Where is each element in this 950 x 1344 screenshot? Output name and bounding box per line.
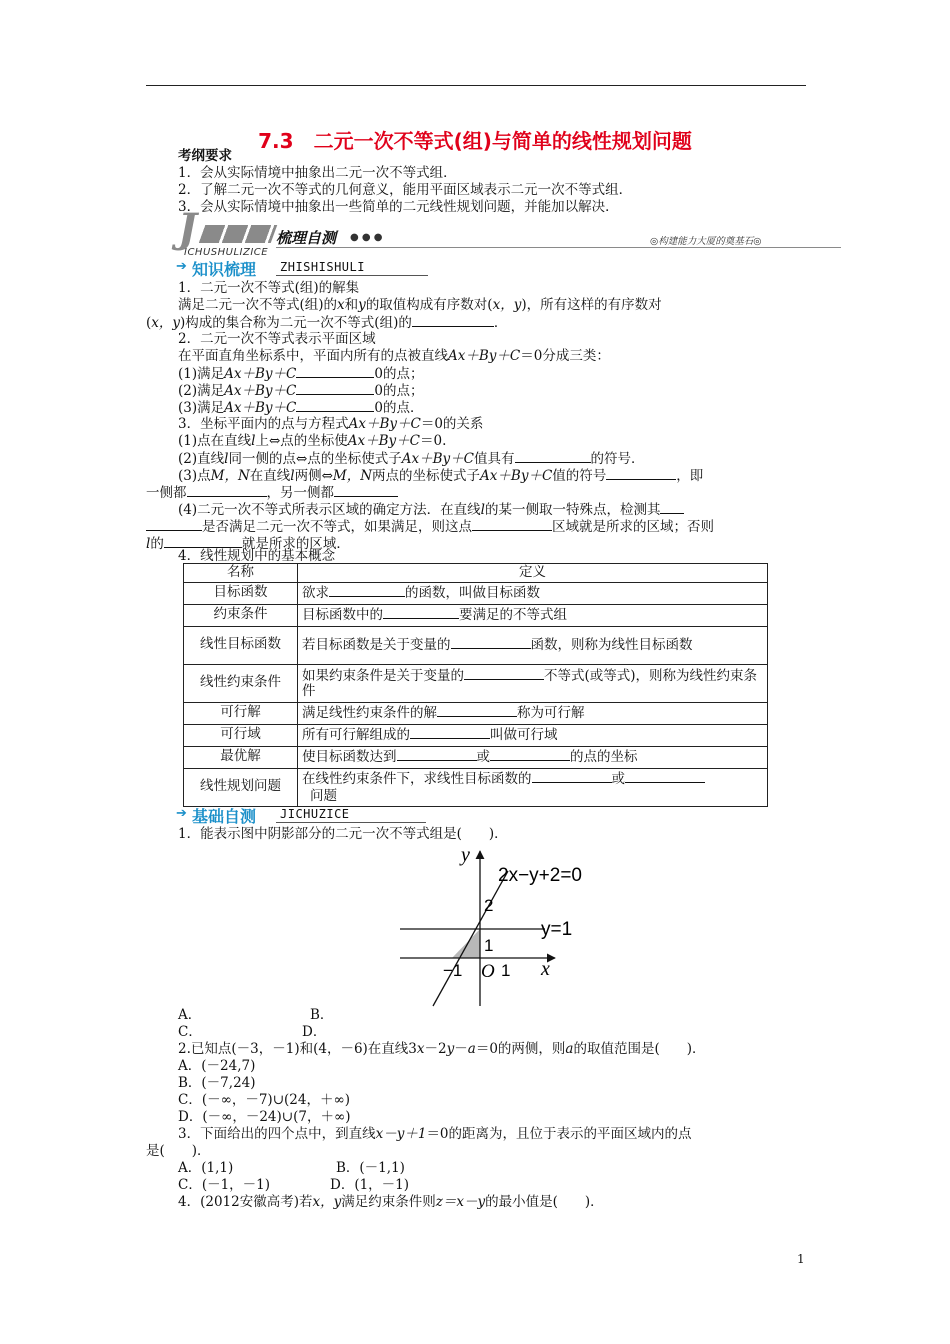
outline-item-1: 1．会从实际情境中抽象出二元一次不等式组． xyxy=(178,165,457,181)
s3-l4-blank-1 xyxy=(660,501,684,514)
table-cell-def xyxy=(298,724,768,746)
s2-item-1 xyxy=(178,365,423,383)
table-cell-name: 线性规划问题 xyxy=(184,768,298,806)
arrow-icon: ➔ xyxy=(176,259,187,274)
banner-label: 梳理自测 xyxy=(276,229,337,247)
s2-title: 2．二元一次不等式表示平面区域 xyxy=(178,331,376,347)
table-cell-def xyxy=(298,702,768,724)
s2-intro-text: 在平面直角坐标系中，平面内所有的点被直线 xyxy=(178,348,448,364)
graph-line1-label: 2x−y+2=0 xyxy=(498,865,582,886)
def-blank xyxy=(451,636,531,649)
table-row xyxy=(184,626,768,664)
s3-l3-c: 两侧⇔ xyxy=(294,468,333,484)
s3-l2-blank xyxy=(515,450,591,463)
s1-text-and: 和 xyxy=(344,297,359,313)
line-2x-y-2 xyxy=(433,871,511,1006)
knowledge-pinyin: ZHISHISHULI xyxy=(280,260,365,274)
def-text-a: 若目标函数是关于变量的 xyxy=(302,637,451,654)
knowledge-label: 知识梳理 xyxy=(192,260,257,279)
graph-tick-minus1: −1 xyxy=(443,961,463,980)
q2-option-b: B．(－7,24) xyxy=(178,1075,256,1091)
s3-l4-blank-3 xyxy=(472,518,552,531)
basic-underline xyxy=(276,822,426,823)
s3-l4-blank-2 xyxy=(146,518,202,531)
def-blank xyxy=(532,770,612,783)
s1-pair-2: x，y xyxy=(151,315,181,331)
s3-l4-a: (4)二元一次不等式所表示区域的确定方法．在直线 xyxy=(178,502,481,518)
s3-title-expr: Ax＋By＋C xyxy=(348,416,421,432)
q3-stem-b: ＝0的距离为，且位于表示的平面区域内的点 xyxy=(426,1126,692,1142)
def-text-a: 目标函数中的 xyxy=(302,607,383,624)
table-row xyxy=(184,664,768,702)
q3-expr: x－y＋1 xyxy=(375,1126,427,1142)
def-text-a: 在线性约束条件下，求线性目标函数的 xyxy=(302,770,532,787)
page-title: 7.3 二元一次不等式(组)与简单的线性规划问题 xyxy=(258,129,692,153)
q2-stem-c: － xyxy=(454,1041,468,1057)
q2-option-a: A．(－24,7) xyxy=(178,1058,256,1074)
table-cell-name: 最优解 xyxy=(184,746,298,768)
s3-l3-b: 在直线 xyxy=(249,468,291,484)
s3-l2-expr: Ax＋By＋C xyxy=(401,451,475,467)
s2-item-3 xyxy=(178,399,423,417)
def-text-mid: 或 xyxy=(611,770,625,787)
s2-item-1-blank xyxy=(296,365,374,378)
basic-label: 基础自测 xyxy=(192,807,257,826)
def-text-b: 函数，则称为线性目标函数 xyxy=(530,637,693,654)
banner-slogan: ◎构建能力大厦的奠基石◎ xyxy=(650,236,762,247)
s2-item-3-blank xyxy=(296,399,374,412)
def-blank xyxy=(383,606,459,619)
q2-var-y: y xyxy=(446,1041,455,1057)
s3-l3-e: 值的符号 xyxy=(552,468,607,484)
s3-l4-b: 的某一侧取一特殊点，检测其 xyxy=(484,502,661,518)
table-header-def: 定义 xyxy=(298,564,768,583)
table-cell-name: 目标函数 xyxy=(184,582,298,604)
q1-option-b: B． xyxy=(310,1007,334,1023)
page-number: 1 xyxy=(797,1252,805,1266)
s3-l3-expr: Ax＋By＋C xyxy=(480,468,553,484)
banner-logo-letter: J xyxy=(178,205,197,252)
s3-l4-c: 是否满足二元一次不等式，如果满足，则这点 xyxy=(202,519,472,535)
s3-l3-mn: M，N xyxy=(210,468,250,484)
s2-item-1-expr: Ax＋By＋C xyxy=(224,366,297,382)
s1-text-d: )构成的集合称为二元一次不等式(组)的 xyxy=(180,315,412,331)
q3-option-b: B．(－1,1) xyxy=(336,1160,405,1176)
s3-line2 xyxy=(178,450,645,468)
q3-option-a: A．(1,1) xyxy=(178,1160,234,1176)
q2-stem-d: ＝0的两侧，则 xyxy=(475,1041,566,1057)
s3-l3-h: ，另一侧都 xyxy=(266,485,334,501)
q2-var-a-2: a xyxy=(565,1041,574,1057)
banner-dots: ● ● ● xyxy=(350,232,383,243)
s2-expr: Ax＋By＋C xyxy=(448,348,521,364)
s3-l1-b: 上⇔点的坐标使 xyxy=(255,433,348,449)
def-text-mid: 或 xyxy=(476,749,490,766)
s1-text-a: 满足二元一次不等式(组)的 xyxy=(178,297,338,313)
s3-l3-blank-2 xyxy=(187,484,267,497)
s2-item-2-tail: 0的点； xyxy=(374,383,424,399)
s2-item-1-tail: 0的点； xyxy=(374,366,424,382)
q1-option-a: A． xyxy=(178,1007,202,1023)
q2-stem xyxy=(178,1041,706,1058)
def-text-a: 欲求 xyxy=(302,585,329,602)
table-cell-name: 线性约束条件 xyxy=(184,664,298,702)
concept-table xyxy=(183,563,768,807)
knowledge-header xyxy=(176,259,436,279)
def-text-a: 满足线性约束条件的解 xyxy=(302,705,437,722)
table-header-name: 名称 xyxy=(184,564,298,583)
s3-line1 xyxy=(178,433,446,450)
s1-line1 xyxy=(178,297,662,314)
outline-heading: 考纲要求 xyxy=(178,148,232,164)
q4-expr: z＝x－y xyxy=(435,1194,486,1210)
s3-line3 xyxy=(178,467,703,485)
def-text-b: 叫做可行域 xyxy=(490,727,558,744)
q2-stem-a: 2.已知点(－3，－1)和(4，－6)在直线3 xyxy=(178,1041,417,1057)
s1-text-c: )，所有这样的有序数对 xyxy=(521,297,662,313)
def-text-a: 使目标函数达到 xyxy=(302,749,397,766)
def-text-b: 不等式(或等式)，则称为线性约束条件 xyxy=(302,667,758,699)
banner-underline xyxy=(276,247,841,248)
s3-l2-a: (2)直线 xyxy=(178,451,225,467)
s2-intro-end: ＝0分成三类： xyxy=(520,348,610,364)
q2-stem-b: －2 xyxy=(424,1041,447,1057)
table-cell-name: 可行域 xyxy=(184,724,298,746)
graph-tick-2: 2 xyxy=(484,896,494,915)
def-blank-2 xyxy=(490,748,570,761)
basic-header xyxy=(176,806,436,826)
s3-title-a: 3．坐标平面内的点与方程式 xyxy=(178,416,349,432)
s3-title-b: ＝0的关系 xyxy=(420,416,484,432)
s3-l2-c: 值具有 xyxy=(474,451,515,467)
q3-stem-cont: 是( )． xyxy=(146,1143,211,1159)
s1-var-y: y xyxy=(358,297,366,313)
table-row xyxy=(184,768,768,806)
knowledge-underline xyxy=(276,275,428,276)
s3-title xyxy=(178,416,483,433)
s3-l2-b: 同一侧的点⇔点的坐标使式子 xyxy=(228,451,402,467)
table-cell-def xyxy=(298,626,768,664)
outline-item-3: 3．会从实际情境中抽象出一些简单的二元线性规划问题，并能加以解决． xyxy=(178,199,619,215)
def-blank xyxy=(329,584,405,597)
s2-item-3-label: (3)满足 xyxy=(178,400,225,416)
def-text-a: 如果约束条件是关于变量的 xyxy=(302,667,464,684)
s3-l4-e: 就是所求的区域． xyxy=(241,536,350,552)
q1-graph xyxy=(395,843,615,1008)
table-cell-name: 线性目标函数 xyxy=(184,626,298,664)
table-cell-def xyxy=(298,664,768,702)
graph-line2-label: y=1 xyxy=(541,919,573,940)
table-header-row xyxy=(184,564,768,583)
s3-l3-g: 一侧都 xyxy=(146,485,187,501)
table-row xyxy=(184,724,768,746)
s3-l4-l-2: l xyxy=(146,536,151,552)
s2-item-1-label: (1)满足 xyxy=(178,366,225,382)
s1-var-x: x xyxy=(337,297,345,313)
graph-y-label: y xyxy=(461,844,470,866)
def-text-b: 的点的坐标 xyxy=(570,749,638,766)
banner-logo-bars xyxy=(199,225,278,243)
top-rule xyxy=(146,85,806,86)
s1-text-e: ． xyxy=(493,315,508,331)
table-cell-def xyxy=(298,604,768,626)
table-row xyxy=(184,702,768,724)
s3-line4 xyxy=(178,501,684,519)
s3-l3-d: 两点的坐标使式子 xyxy=(372,468,481,484)
s3-l4-blank-4 xyxy=(164,535,242,548)
q3-stem-a: 3．下面给出的四个点中，到直线 xyxy=(178,1126,376,1142)
s1-pair: x，y xyxy=(492,297,522,313)
q4-stem-c: 的最小值是( )． xyxy=(485,1194,604,1210)
q2-var-a: a xyxy=(467,1041,476,1057)
def-blank-2 xyxy=(625,770,705,783)
def-blank xyxy=(437,704,517,717)
s1-line2 xyxy=(146,314,507,332)
q2-option-c: C．(－∞，－7)∪(24，＋∞) xyxy=(178,1092,350,1108)
basic-pinyin: JICHUZICE xyxy=(280,807,350,821)
s2-intro xyxy=(178,348,610,365)
s3-l1-c: ＝0. xyxy=(420,433,447,449)
s3-l4-l: l xyxy=(480,502,485,518)
s2-item-2-expr: Ax＋By＋C xyxy=(224,383,297,399)
s2-item-3-expr: Ax＋By＋C xyxy=(224,400,297,416)
s3-l1-a: (1)点在直线 xyxy=(178,433,252,449)
s4-title: 4．线性规划中的基本概念 xyxy=(178,548,336,564)
def-text-b: 要满足的不等式组 xyxy=(459,607,567,624)
shaded-region xyxy=(452,929,480,958)
s3-l2-d: 的符号． xyxy=(590,451,645,467)
def-text-a: 所有可行解组成的 xyxy=(302,727,410,744)
table-cell-name: 可行解 xyxy=(184,702,298,724)
q3-stem xyxy=(178,1126,692,1143)
q2-option-d: D．(－∞，－24)∪(7，＋∞) xyxy=(178,1109,351,1125)
def-text-b: 问题 xyxy=(310,788,337,804)
graph-origin: O xyxy=(481,961,495,982)
banner-pinyin: ICHUSHULIZICE xyxy=(184,247,269,258)
graph-tick-x1: 1 xyxy=(501,961,511,980)
table-row xyxy=(184,746,768,768)
s2-item-2-blank xyxy=(296,382,374,395)
s1-title: 1．二元一次不等式(组)的解集 xyxy=(178,280,360,296)
table-cell-def xyxy=(298,768,768,806)
q4-stem xyxy=(178,1194,604,1211)
def-blank xyxy=(410,726,490,739)
table-cell-def xyxy=(298,582,768,604)
outline-item-2: 2．了解二元一次不等式的几何意义，能用平面区域表示二元一次不等式组． xyxy=(178,182,633,198)
q2-var-x: x xyxy=(416,1041,425,1057)
arrow-icon: ➔ xyxy=(176,806,187,821)
s1-text-b: 的取值构成有序数对( xyxy=(365,297,493,313)
s3-l1-expr: Ax＋By＋C xyxy=(347,433,421,449)
q1-stem: 1．能表示图中阴影部分的二元一次不等式组是( )． xyxy=(178,826,508,842)
def-blank xyxy=(397,748,477,761)
s3-line4b xyxy=(146,518,714,536)
s3-l4-d: 区域就是所求的区域；否则 xyxy=(552,519,714,535)
s3-l2-l: l xyxy=(224,451,229,467)
graph-x-label: x xyxy=(541,958,550,980)
s3-l3-blank-3 xyxy=(334,484,398,497)
table-row xyxy=(184,604,768,626)
q2-stem-e: 的取值范围是( )． xyxy=(573,1041,706,1057)
q3-option-d: D．(1，－1) xyxy=(330,1177,410,1193)
s2-item-2 xyxy=(178,382,423,400)
q4-stem-b: 满足约束条件则 xyxy=(341,1194,436,1210)
table-row xyxy=(184,582,768,604)
def-text-b: 的函数，叫做目标函数 xyxy=(405,585,540,602)
s1-blank xyxy=(412,314,494,327)
s1-paren: ( xyxy=(146,315,152,331)
q3-option-c: C．(－1，－1) xyxy=(178,1177,271,1193)
s3-l3-a: (3)点 xyxy=(178,468,211,484)
s3-l4-de: 的 xyxy=(150,536,164,552)
s3-l3-l: l xyxy=(290,468,295,484)
table-cell-name: 约束条件 xyxy=(184,604,298,626)
s3-l3-blank xyxy=(606,467,676,480)
q1-option-d: D． xyxy=(302,1024,327,1040)
s2-item-2-label: (2)满足 xyxy=(178,383,225,399)
graph-tick-1: 1 xyxy=(484,936,494,955)
q4-stem-a: 4．(2012安徽高考)若 xyxy=(178,1194,313,1210)
table-cell-def xyxy=(298,746,768,768)
s2-item-3-tail: 0的点． xyxy=(374,400,424,416)
s3-l3-mn-2: M，N xyxy=(332,468,373,484)
s3-l3-f: ，即 xyxy=(676,468,704,484)
s3-l1-l: l xyxy=(251,433,256,449)
def-blank xyxy=(464,667,544,680)
q4-vars: x，y xyxy=(312,1194,342,1210)
s3-line3b xyxy=(146,484,398,502)
q1-option-c: C． xyxy=(178,1024,202,1040)
def-text-b: 称为可行解 xyxy=(517,705,585,722)
